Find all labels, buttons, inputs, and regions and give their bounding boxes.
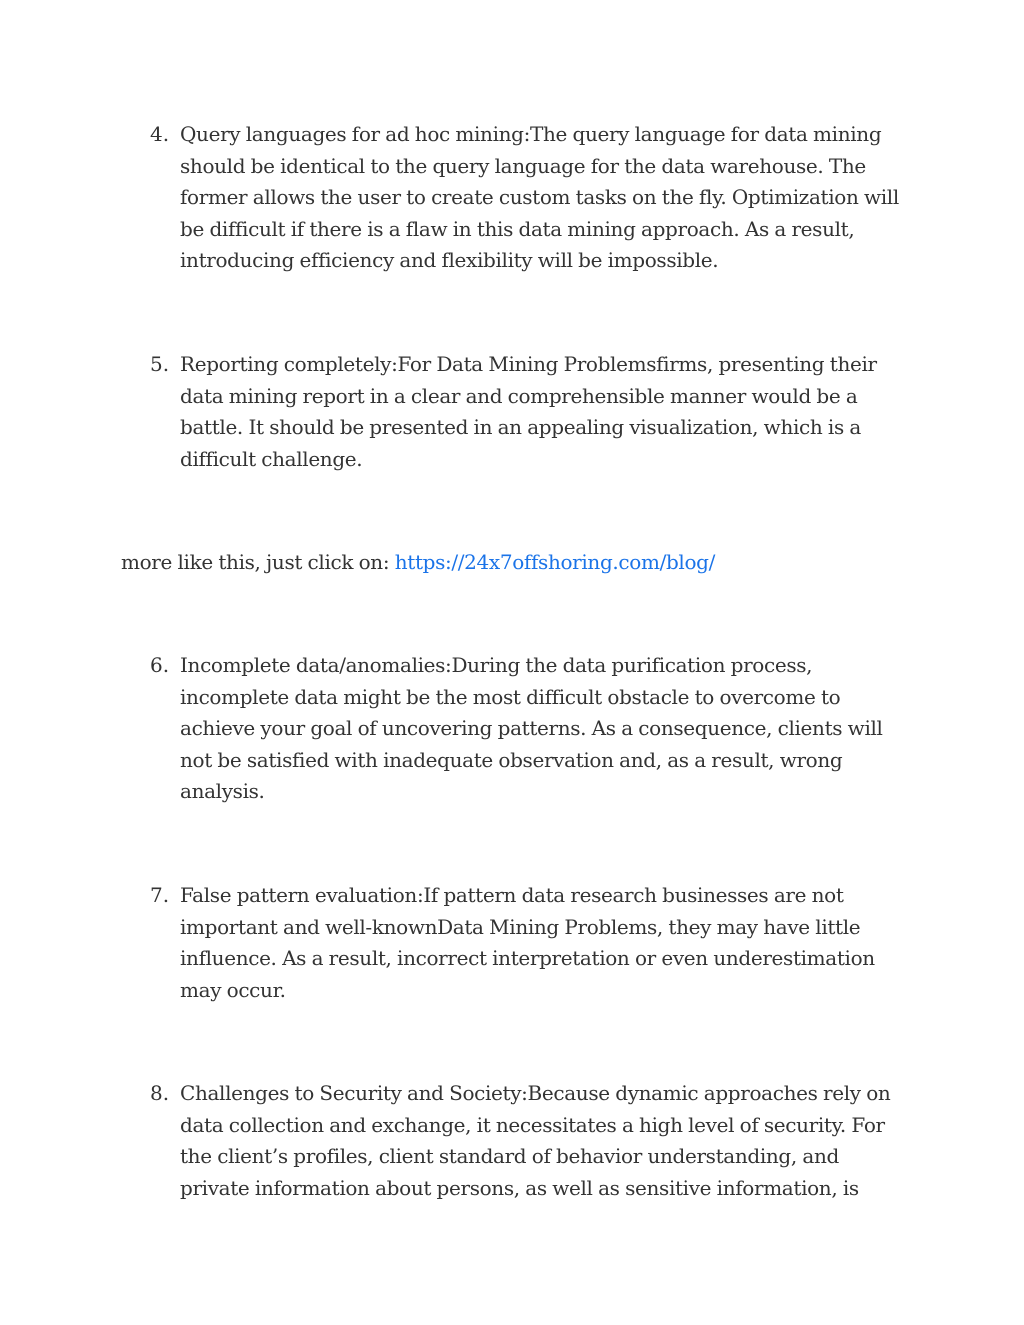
list-item-text: Reporting completely:For Data Mining Problemsfirms, presenting their data mining report in a clear and comprehensible manner would be a battle. It should be presented in an appealing visualization, which is a difficult challenge. xyxy=(180,352,877,471)
list-number: 5. xyxy=(150,352,170,376)
list-item-text: Challenges to Security and Society:Because dynamic approaches rely on data collection and exchange, it necessitates a high level of security. For the client’s profiles, client standard of behavior understanding, and private information about persons, as well as sensitive information, is xyxy=(180,1081,891,1200)
list-item-6 xyxy=(150,650,910,808)
list-item-8 xyxy=(150,1078,910,1204)
more-like-this-line xyxy=(121,547,921,579)
list-number: 8. xyxy=(150,1081,170,1105)
more-like-this-label: more like this, just click on: xyxy=(121,550,395,574)
list-item-4 xyxy=(150,119,910,277)
list-number: 4. xyxy=(150,122,170,146)
list-item-5 xyxy=(150,349,910,475)
list-number: 7. xyxy=(150,883,170,907)
list-item-text: False pattern evaluation:If pattern data research businesses are not important and well-knownData Mining Problems, they may have little influence. As a result, incorrect interpretation or even underestimation may occur. xyxy=(180,883,875,1002)
list-item-7 xyxy=(150,880,910,1006)
list-item-text: Query languages for ad hoc mining:The query language for data mining should be identical to the query language for the data warehouse. The former allows the user to create custom tasks on the fly. Optimization will be difficult if there is a flaw in this data mining approach. As a result, introducing efficiency and flexibility will be impossible. xyxy=(180,122,899,273)
list-item-text: Incomplete data/anomalies:During the data purification process, incomplete data might be the most difficult obstacle to overcome to achieve your goal of uncovering patterns. As a consequence, clients will not be satisfied with inadequate observation and, as a result, wrong analysis. xyxy=(180,653,883,804)
list-number: 6. xyxy=(150,653,170,677)
blog-link[interactable]: https://24x7offshoring.com/blog/ xyxy=(394,550,715,574)
